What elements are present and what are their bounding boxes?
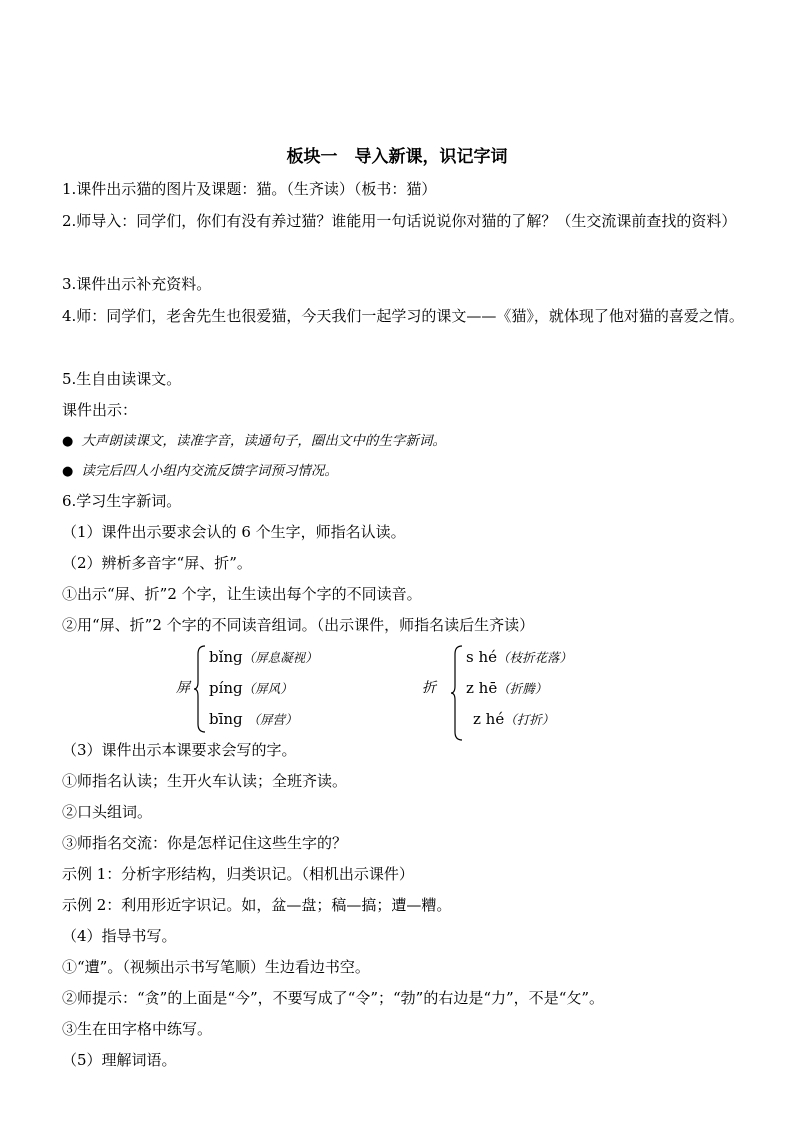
bullet-icon: ● [62, 434, 74, 449]
paragraph-18: （4）指导书写。 [62, 927, 177, 945]
paragraph-3: 3.课件出示补充资料。 [62, 275, 212, 293]
paragraph-2: 2.师导入：同学们，你们有没有养过猫？谁能用一句话说说你对猫的了解？（生交流课前查找的资料） [62, 212, 737, 230]
bullet-icon: ● [62, 464, 74, 479]
paragraph-4: 4.师：同学们，老舍先生也很爱猫，今天我们一起学习的课文——《猫》，就体现了他对猫的喜爱之情。 [62, 307, 744, 325]
paragraph-17: 示例 2：利用形近字识记。如，盆—盘；稿—搞；遭—糟。 [62, 896, 452, 914]
word: （屏息凝视） [242, 650, 318, 665]
section-title: 板块一 导入新课，识记字词 [286, 147, 508, 167]
paragraph-11: ②用“屏、折”2 个字的不同读音组词。（出示课件，师指名读后生齐读） [62, 616, 535, 634]
pinyin: pínɡ [209, 679, 243, 697]
pinyin: z hé [473, 710, 505, 728]
pinyin: s hé [466, 648, 498, 666]
bullet-item-1 [62, 430, 446, 452]
paragraph-15: ③师指名交流：你是怎样记住这些生字的？ [62, 834, 348, 852]
paragraph-19: ①“遭”。（视频出示书写笔顺）生边看边书空。 [62, 958, 370, 976]
paragraph-5: 5.生自由读课文。 [62, 370, 182, 388]
bullet-item-2 [62, 460, 338, 482]
left-brace-icon [193, 644, 207, 734]
paragraph-10: ①出示“屏、折”2 个字，让生读出每个字的不同读音。 [62, 585, 422, 603]
left-brace-icon [450, 644, 464, 742]
reading-1 [466, 647, 572, 668]
paragraph-22: （5）理解词语。 [62, 1051, 177, 1069]
reading-2 [209, 678, 293, 699]
paragraph-12: （3）课件出示本课要求会写的字。 [62, 741, 297, 759]
word: （打折） [504, 712, 555, 727]
word: （屏营） [247, 712, 298, 727]
paragraph-14: ②口头组词。 [62, 803, 153, 821]
word: （屏风） [242, 681, 293, 696]
paragraph-1: 1.课件出示猫的图片及课题：猫。（生齐读）（板书：猫） [62, 180, 437, 198]
polyphone-char: 折 [422, 680, 436, 696]
pinyin: bīnɡ [209, 710, 248, 728]
reading-1 [209, 647, 318, 668]
reading-2 [466, 678, 547, 699]
reading-3 [209, 709, 297, 730]
paragraph-20: ②师提示：“贪”的上面是“今”，不要写成了“令”；“勃”的右边是“力”，不是“攵”。 [62, 989, 605, 1007]
paragraph-16: 示例 1：分析字形结构，归类识记。（相机出示课件） [62, 865, 414, 883]
bullet-text: 读完后四人小组内交流反馈字词预习情况。 [81, 463, 338, 479]
bullet-text: 大声朗读课文，读准字音，读通句子，圈出文中的生字新词。 [81, 433, 446, 449]
pinyin: bǐnɡ [209, 648, 243, 666]
paragraph-8: （1）课件出示要求会认的 6 个生字，师指名认读。 [62, 523, 406, 541]
paragraph-6: 课件出示： [62, 401, 138, 419]
polyphone-char: 屏 [176, 680, 190, 696]
word: （折腾） [497, 681, 548, 696]
paragraph-21: ③生在田字格中练写。 [62, 1020, 213, 1038]
paragraph-7: 6.学习生字新词。 [62, 492, 182, 510]
pinyin: z hē [466, 679, 498, 697]
reading-3 [473, 709, 554, 730]
paragraph-9: （2）辨析多音字“屏、折”。 [62, 554, 252, 572]
paragraph-13: ①师指名认读；生开火车认读；全班齐读。 [62, 772, 348, 790]
word: （枝折花落） [497, 650, 573, 665]
